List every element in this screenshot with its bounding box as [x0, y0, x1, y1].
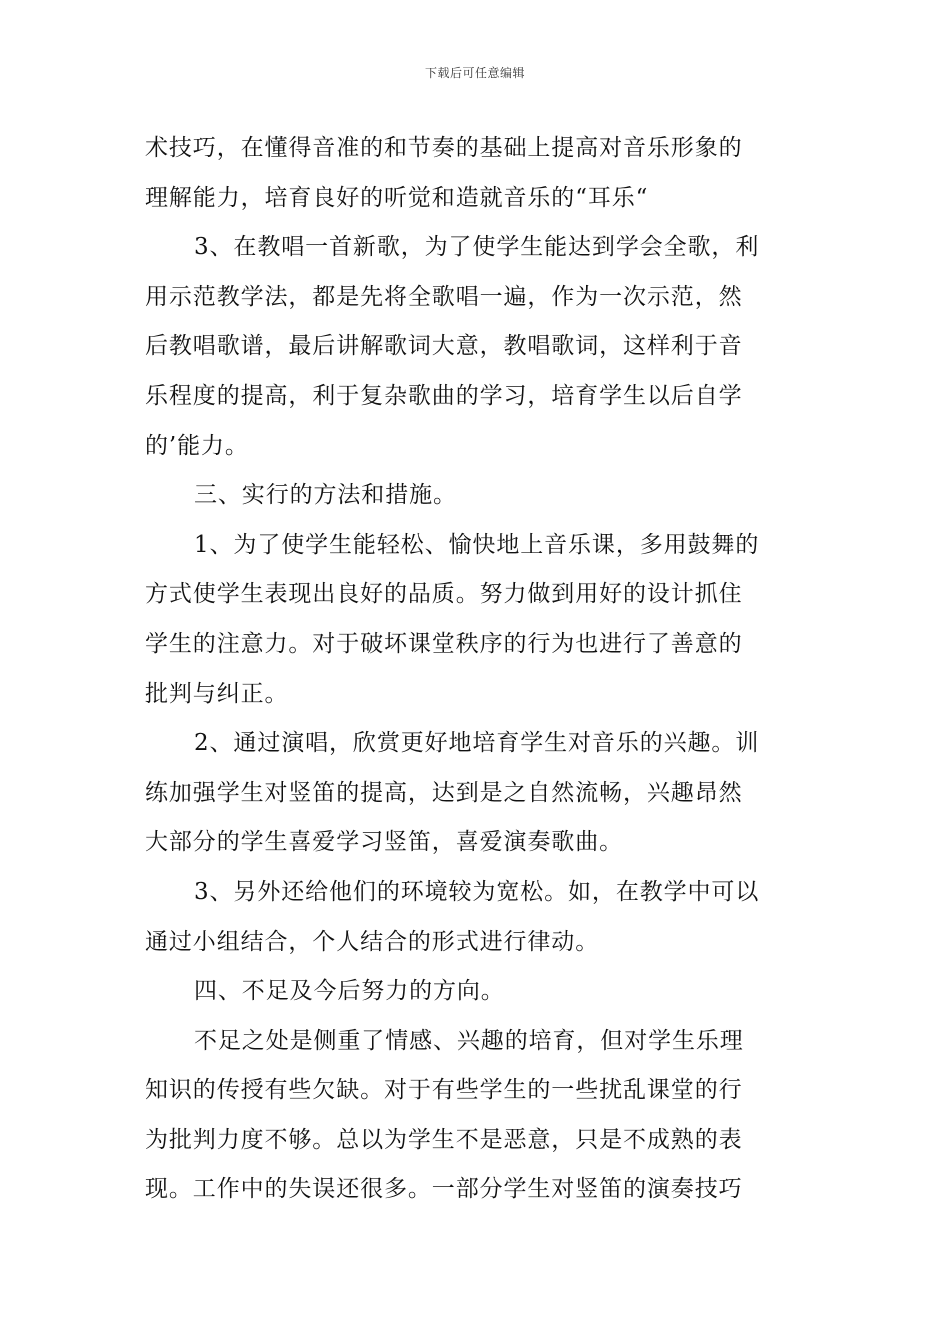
text-line: 术技巧，在懂得音准的和节奏的基础上提高对音乐形象的: [145, 135, 743, 161]
text-line: 批判与纠正。: [145, 680, 289, 707]
page-header: 下载后可任意编辑: [424, 66, 525, 80]
paragraph-start: 3、在教唱一首新歌，为了使学生能达到学会全歌，利: [194, 234, 760, 261]
text-line: 方式使学生表现出良好的品质。努力做到用好的设计抓住: [145, 581, 743, 608]
document-body: [145, 124, 807, 1215]
text-line: 后教唱歌谱，最后讲解歌词大意，教唱歌词，这样利于音: [145, 333, 743, 360]
text-line: 通过小组结合，个人结合的形式进行律动。: [145, 928, 600, 955]
text-line: 用示范教学法，都是先将全歌唱一遍，作为一次示范，然: [145, 283, 743, 310]
section-heading: 三、实行的方法和措施。: [194, 482, 457, 509]
text-line: 学生的注意力。对于破坏课堂秩序的行为也进行了善意的: [145, 630, 743, 657]
paragraph-start: 1、为了使学生能轻松、愉快地上音乐课，多用鼓舞的: [194, 531, 760, 558]
text-line: 大部分的学生喜爱学习竖笛，喜爱演奏歌曲。: [145, 829, 623, 856]
text-line: 的’能力。: [145, 432, 249, 459]
section-heading: 四、不足及今后努力的方向。: [194, 978, 505, 1005]
paragraph-start: 3、另外还给他们的环境较为宽松。如，在教学中可以: [194, 878, 760, 905]
paragraph-start: 2、通过演唱，欣赏更好地培育学生对音乐的兴趣。训: [194, 730, 760, 757]
text-line: 乐程度的提高，利于复杂歌曲的学习，培育学生以后自学: [145, 382, 743, 409]
paragraph-start: 不足之处是侧重了情感、兴趣的培育，但对学生乐理: [194, 1027, 744, 1054]
text-line: 为批判力度不够。总以为学生不是恶意，只是不成熟的表: [145, 1126, 743, 1153]
text-line: 练加强学生对竖笛的提高，达到是之自然流畅，兴趣昂然: [145, 779, 743, 806]
text-line: 知识的传授有些欠缺。对于有些学生的一些扰乱课堂的行: [145, 1077, 743, 1104]
text-line: 理解能力，培育良好的听觉和造就音乐的“耳乐“: [145, 184, 649, 211]
text-line: 现。工作中的失误还很多。一部分学生对竖笛的演奏技巧: [145, 1176, 743, 1203]
